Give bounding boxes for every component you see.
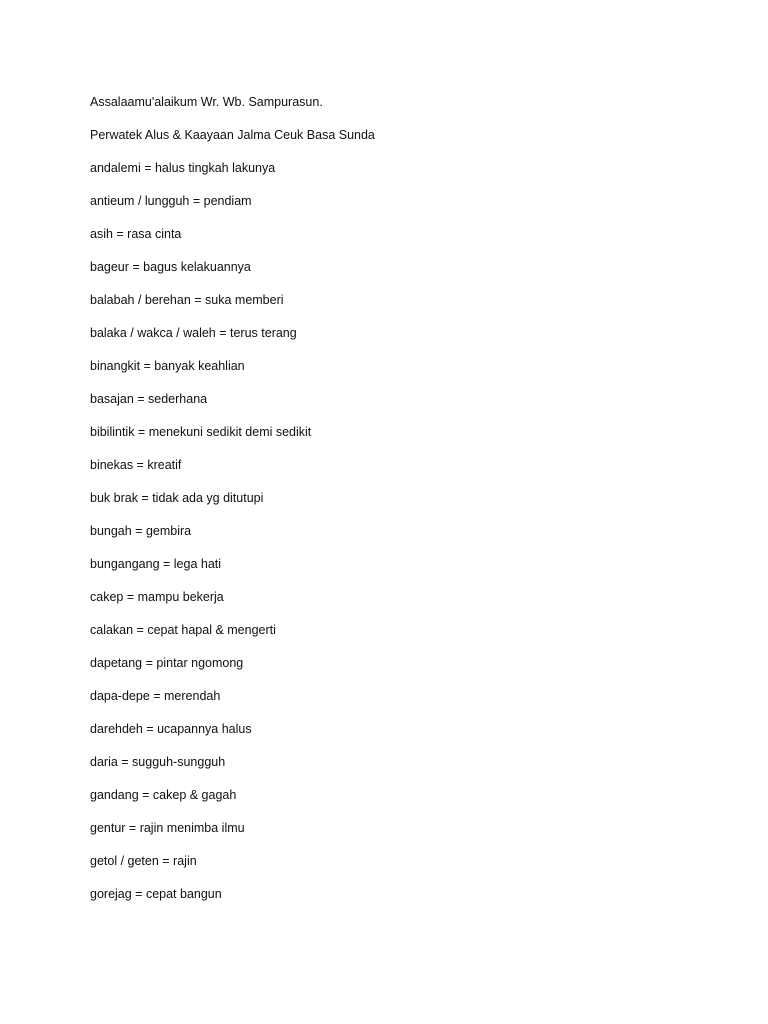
entry-line: daria = sugguh-sungguh [90,755,226,769]
entry-line: antieum / lungguh = pendiam [90,194,252,208]
document-title: Perwatek Alus & Kaayaan Jalma Ceuk Basa Sunda [90,128,375,142]
entry-line: gentur = rajin menimba ilmu [90,821,245,835]
entry-line: basajan = sederhana [90,392,208,406]
entry-line: andalemi = halus tingkah lakunya [90,161,276,175]
document-body [90,93,730,918]
entry-line: binangkit = banyak keahlian [90,359,245,373]
entry-line: bungangang = lega hati [90,557,222,571]
entry-line: asih = rasa cinta [90,227,182,241]
entry-line: balabah / berehan = suka memberi [90,293,284,307]
entry-line: bibilintik = menekuni sedikit demi sedikit [90,425,312,439]
entry-line: dapa-depe = merendah [90,689,221,703]
greeting-line: Assalaamu'alaikum Wr. Wb. Sampurasun. [90,95,323,109]
entry-line: binekas = kreatif [90,458,182,472]
entry-line: bageur = bagus kelakuannya [90,260,251,274]
entry-line: gandang = cakep & gagah [90,788,237,802]
entry-line: balaka / wakca / waleh = terus terang [90,326,297,340]
entry-line: bungah = gembira [90,524,192,538]
entry-line: dapetang = pintar ngomong [90,656,244,670]
entry-line: gorejag = cepat bangun [90,887,222,901]
entry-line: darehdeh = ucapannya halus [90,722,252,736]
entry-line: cakep = mampu bekerja [90,590,224,604]
entry-line: calakan = cepat hapal & mengerti [90,623,276,637]
entry-line: buk brak = tidak ada yg ditutupi [90,491,264,505]
entry-line: getol / geten = rajin [90,854,197,868]
